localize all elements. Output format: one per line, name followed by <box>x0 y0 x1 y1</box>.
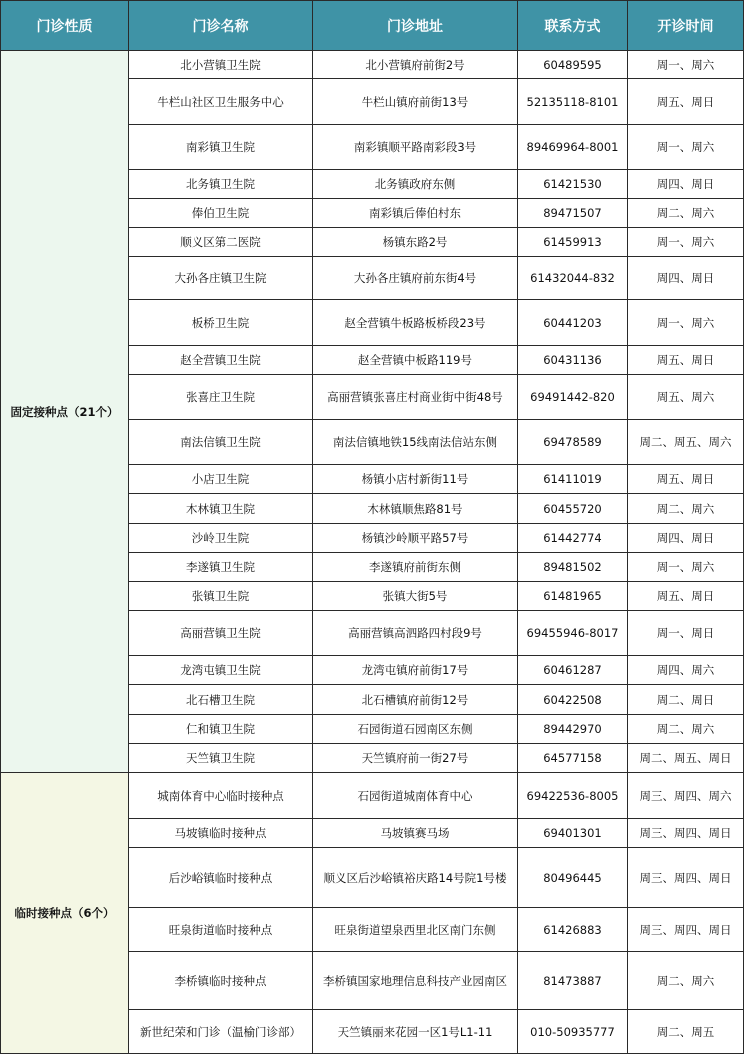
clinic-phone: 60455720 <box>518 494 628 524</box>
clinic-hours: 周二、周六 <box>628 199 744 228</box>
clinic-name: 仁和镇卫生院 <box>129 715 313 744</box>
clinic-name: 赵全营镇卫生院 <box>129 346 313 375</box>
clinic-phone: 60431136 <box>518 346 628 375</box>
clinic-phone: 61432044-832 <box>518 257 628 300</box>
clinic-hours: 周二、周五、周六 <box>628 420 744 465</box>
header-hours: 开诊时间 <box>628 1 744 51</box>
clinic-phone: 61411019 <box>518 465 628 494</box>
clinic-name: 板桥卫生院 <box>129 300 313 346</box>
clinic-hours: 周五、周六 <box>628 375 744 420</box>
clinic-address: 南彩镇顺平路南彩段3号 <box>313 125 518 170</box>
clinic-name: 高丽营镇卫生院 <box>129 611 313 656</box>
clinic-phone: 89442970 <box>518 715 628 744</box>
clinic-hours: 周五、周日 <box>628 346 744 375</box>
clinic-hours: 周四、周六 <box>628 656 744 685</box>
clinic-name: 牛栏山社区卫生服务中心 <box>129 79 313 125</box>
clinic-name: 天竺镇卫生院 <box>129 744 313 773</box>
header-name: 门诊名称 <box>129 1 313 51</box>
clinic-hours: 周五、周日 <box>628 582 744 611</box>
clinic-phone: 89471507 <box>518 199 628 228</box>
clinic-address: 北务镇政府东侧 <box>313 170 518 199</box>
clinic-phone: 60422508 <box>518 685 628 715</box>
clinic-name: 大孙各庄镇卫生院 <box>129 257 313 300</box>
clinic-address: 北石槽镇府前街12号 <box>313 685 518 715</box>
header-phone: 联系方式 <box>518 1 628 51</box>
table-row <box>1 773 744 819</box>
clinic-hours: 周五、周日 <box>628 465 744 494</box>
clinic-phone: 89481502 <box>518 553 628 582</box>
clinic-hours: 周三、周四、周六 <box>628 773 744 819</box>
clinic-hours: 周一、周六 <box>628 51 744 79</box>
clinic-hours: 周四、周日 <box>628 257 744 300</box>
clinic-hours: 周一、周六 <box>628 125 744 170</box>
clinic-name: 城南体育中心临时接种点 <box>129 773 313 819</box>
clinic-phone: 69422536-8005 <box>518 773 628 819</box>
clinic-phone: 61442774 <box>518 524 628 553</box>
clinic-address: 杨镇东路2号 <box>313 228 518 257</box>
clinic-phone: 89469964-8001 <box>518 125 628 170</box>
clinic-address: 天竺镇府前一街27号 <box>313 744 518 773</box>
clinic-name: 后沙峪镇临时接种点 <box>129 848 313 908</box>
clinic-address: 李遂镇府前街东侧 <box>313 553 518 582</box>
clinic-hours: 周一、周六 <box>628 300 744 346</box>
clinic-hours: 周一、周六 <box>628 553 744 582</box>
clinic-address: 龙湾屯镇府前街17号 <box>313 656 518 685</box>
clinic-phone: 52135118-8101 <box>518 79 628 125</box>
clinic-phone: 81473887 <box>518 952 628 1010</box>
clinic-address: 南法信镇地铁15线南法信站东侧 <box>313 420 518 465</box>
header-type: 门诊性质 <box>1 1 129 51</box>
clinic-address: 木林镇顺焦路81号 <box>313 494 518 524</box>
clinic-name: 木林镇卫生院 <box>129 494 313 524</box>
clinic-address: 赵全营镇中板路119号 <box>313 346 518 375</box>
clinic-address: 赵全营镇牛板路板桥段23号 <box>313 300 518 346</box>
clinic-name: 小店卫生院 <box>129 465 313 494</box>
table-body <box>1 51 744 1054</box>
clinic-phone: 60441203 <box>518 300 628 346</box>
clinic-name: 南法信镇卫生院 <box>129 420 313 465</box>
clinic-address: 李桥镇国家地理信息科技产业园南区 <box>313 952 518 1010</box>
clinic-phone: 61481965 <box>518 582 628 611</box>
clinic-hours: 周二、周五、周日 <box>628 744 744 773</box>
clinic-address: 北小营镇府前街2号 <box>313 51 518 79</box>
clinic-name: 沙岭卫生院 <box>129 524 313 553</box>
clinic-address: 杨镇小店村新街11号 <box>313 465 518 494</box>
clinic-hours: 周五、周日 <box>628 79 744 125</box>
header-row <box>1 1 744 51</box>
clinic-address: 顺义区后沙峪镇裕庆路14号院1号楼 <box>313 848 518 908</box>
clinic-phone: 69401301 <box>518 819 628 848</box>
clinic-name: 李桥镇临时接种点 <box>129 952 313 1010</box>
clinic-name: 俸伯卫生院 <box>129 199 313 228</box>
clinic-name: 北务镇卫生院 <box>129 170 313 199</box>
table-row <box>1 51 744 79</box>
clinic-hours: 周二、周六 <box>628 494 744 524</box>
clinic-name: 北小营镇卫生院 <box>129 51 313 79</box>
clinic-phone: 60489595 <box>518 51 628 79</box>
clinic-phone: 010-50935777 <box>518 1010 628 1054</box>
clinic-hours: 周四、周日 <box>628 170 744 199</box>
clinic-hours: 周二、周六 <box>628 715 744 744</box>
clinic-phone: 69455946-8017 <box>518 611 628 656</box>
clinic-address: 杨镇沙岭顺平路57号 <box>313 524 518 553</box>
clinic-hours: 周二、周五 <box>628 1010 744 1054</box>
clinic-name: 顺义区第二医院 <box>129 228 313 257</box>
clinic-phone: 61426883 <box>518 908 628 952</box>
clinic-phone: 61459913 <box>518 228 628 257</box>
clinic-address: 天竺镇丽来花园一区1号L1-11 <box>313 1010 518 1054</box>
group-label-temp: 临时接种点（6个） <box>1 773 129 1054</box>
clinic-hours: 周一、周日 <box>628 611 744 656</box>
clinic-phone: 69491442-820 <box>518 375 628 420</box>
clinic-hours: 周二、周日 <box>628 685 744 715</box>
clinic-hours: 周三、周四、周日 <box>628 908 744 952</box>
clinic-name: 马坡镇临时接种点 <box>129 819 313 848</box>
clinic-phone: 80496445 <box>518 848 628 908</box>
clinic-phone: 64577158 <box>518 744 628 773</box>
clinic-hours: 周三、周四、周日 <box>628 848 744 908</box>
clinic-phone: 61421530 <box>518 170 628 199</box>
clinic-address: 马坡镇赛马场 <box>313 819 518 848</box>
clinic-phone: 60461287 <box>518 656 628 685</box>
clinic-name: 南彩镇卫生院 <box>129 125 313 170</box>
clinic-name: 张镇卫生院 <box>129 582 313 611</box>
clinic-hours: 周三、周四、周日 <box>628 819 744 848</box>
clinic-name: 李遂镇卫生院 <box>129 553 313 582</box>
clinic-name: 新世纪荣和门诊（温榆门诊部） <box>129 1010 313 1054</box>
clinic-name: 龙湾屯镇卫生院 <box>129 656 313 685</box>
clinic-address: 旺泉街道望泉西里北区南门东侧 <box>313 908 518 952</box>
clinic-hours: 周一、周六 <box>628 228 744 257</box>
clinic-address: 石园街道城南体育中心 <box>313 773 518 819</box>
clinic-address: 高丽营镇高泗路四村段9号 <box>313 611 518 656</box>
clinic-phone: 69478589 <box>518 420 628 465</box>
clinic-hours: 周二、周六 <box>628 952 744 1010</box>
clinic-name: 北石槽卫生院 <box>129 685 313 715</box>
clinic-address: 张镇大街5号 <box>313 582 518 611</box>
clinic-address: 石园街道石园南区东侧 <box>313 715 518 744</box>
clinic-name: 旺泉街道临时接种点 <box>129 908 313 952</box>
clinic-address: 高丽营镇张喜庄村商业街中街48号 <box>313 375 518 420</box>
clinic-address: 南彩镇后俸伯村东 <box>313 199 518 228</box>
header-address: 门诊地址 <box>313 1 518 51</box>
clinic-address: 大孙各庄镇府前东街4号 <box>313 257 518 300</box>
clinic-name: 张喜庄卫生院 <box>129 375 313 420</box>
clinic-address: 牛栏山镇府前街13号 <box>313 79 518 125</box>
group-label-fixed: 固定接种点（21个） <box>1 51 129 773</box>
clinic-hours: 周四、周日 <box>628 524 744 553</box>
